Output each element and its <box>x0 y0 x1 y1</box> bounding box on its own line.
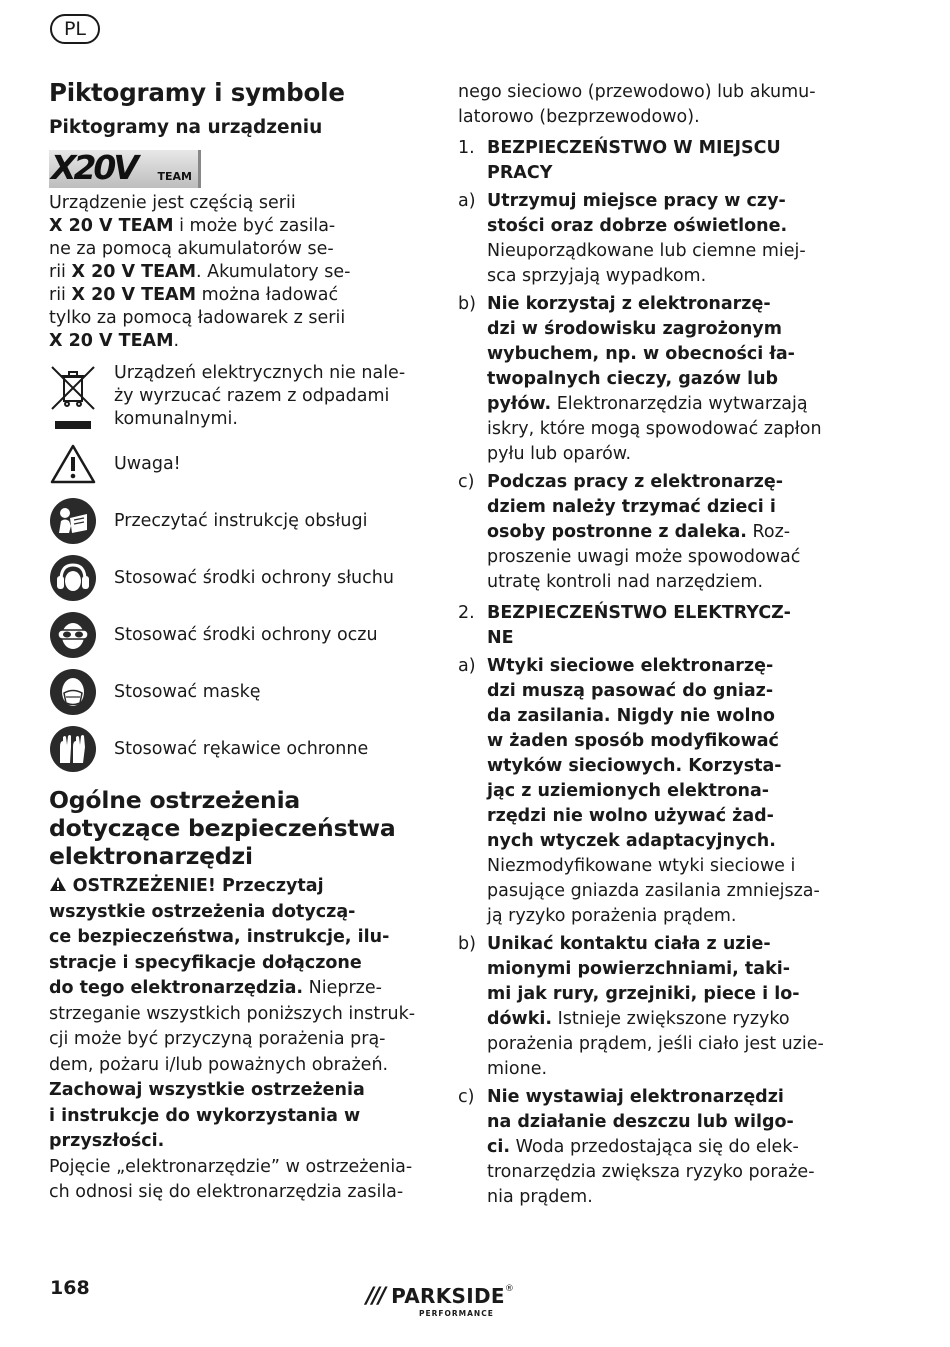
section-work-area-safety: 1. BEZPIECZEŃSTWO W MIEJSCU PRACY <box>458 138 781 183</box>
item-1a: a) Utrzymuj miejsce pracy w czy- stości oraz dobrze oświetlone. Nieuporządkowane lub ciemne miej- sca sprzyjają wypadkom. <box>458 191 806 286</box>
general-warnings-heading: Ogólne ostrzeżenia dotyczące bezpieczeństwa elektronarzędzi <box>49 786 396 870</box>
left-column <box>49 78 419 1206</box>
item-1b: b) Nie korzystaj z elektronarzę- dzi w środowisku zagrożonym wybuchem, np. w obecności ła- twopalnych cieczy, gazów lub pyłów. Elektronarzędzia wytwarzają iskry, które mogą spowodować zapłon pyłu lub oparów. <box>458 294 822 464</box>
parkside-logo: /// PARKSIDE® PERFORMANCE <box>366 1284 514 1318</box>
general-warning-text: OSTRZEŻENIE! Przeczytaj wszystkie ostrzeżenia dotyczą- ce bezpieczeństwa, instrukcje, ilu- stracje i specyfikacje dołączone do tego elektronarzędzia. Nieprze- strzeganie wszystkich poniższych instruk- cji może być przyczyną porażenia prą- dem, pożaru i/lub poważnych obrażeń. Zachowaj wszystkie ostrzeżenia i instrukcje do wykorzystania w przyszłości. Pojęcie „elektronarzędzie” w ostrzeżenia- ch odnosi się do elektronarzędzia zasila- <box>49 876 416 1202</box>
warning-triangle-icon <box>49 443 97 485</box>
section-subtitle: Piktogramy na urządzeniu <box>49 117 323 138</box>
right-column <box>458 80 834 1210</box>
item-2c: c) Nie wystawiaj elektronarzędzi na działanie deszczu lub wilgo- ci. Woda przedostająca się do elek- tronarzędzia zwiększa ryzyko poraże- nia prądem. <box>458 1087 815 1207</box>
protective-gloves-icon <box>50 726 96 772</box>
item-2b: b) Unikać kontaktu ciała z uzie- mionymi powierzchniami, taki- mi jak rury, grzejniki, piece i lo- dówki. Istnieje zwiększone ryzyko porażenia prądem, jeśli ciało jest uzie- mione. <box>458 934 824 1079</box>
read-manual-icon <box>50 498 96 544</box>
series-intro: Urządzenie jest częścią serii X 20 V TEAM i może być zasila- ne za pomocą akumulatorów se- rii X 20 V TEAM. Akumulatory se- rii X 20 V TEAM można ładować tylko za pomocą ładowarek z serii X 20 V TEAM. <box>49 193 351 351</box>
crossed-bin-icon <box>49 365 97 431</box>
symbol-mask: Stosować maskę <box>49 669 419 715</box>
item-2a: a) Wtyki sieciowe elektronarzę- dzi muszą pasować do gniaz- da zasilania. Nigdy nie wolno w żaden sposób modyfikować wtyków sieciowych. Korzysta- jąc z uziemionych elektrona- rzędzi nie wolno używać żad- nych wtyczek adaptacyjnych. Niezmodyfikowane wtyki sieciowe i pasujące gniazda zasilania zmniejsza- ją ryzyko porażenia prądem. <box>458 656 820 926</box>
page-number: 168 <box>50 1277 90 1299</box>
symbol-read-manual: Przeczytać instrukcję obsługi <box>49 498 419 544</box>
symbol-weee: Urządzeń elektrycznych nie nale- ży wyrzucać razem z odpadami komunalnymi. <box>49 365 419 431</box>
eye-protection-icon <box>50 612 96 658</box>
warning-triangle-small-icon <box>49 876 67 892</box>
section-electrical-safety: 2. BEZPIECZEŃSTWO ELEKTRYCZ- NE <box>458 603 791 648</box>
section-title: Piktogramy i symbole <box>49 78 345 107</box>
language-badge: PL <box>50 14 100 44</box>
symbol-warning: Uwaga! <box>49 443 419 485</box>
symbol-eye-protection: Stosować środki ochrony oczu <box>49 612 419 658</box>
item-1c: c) Podczas pracy z elektronarzę- dziem należy trzymać dzieci i osoby postronne z daleka. Roz- proszenie uwagi może spowodować utratę kontroli nad narzędziem. <box>458 472 801 592</box>
symbol-gloves: Stosować rękawice ochronne <box>49 726 419 772</box>
continued-text: nego sieciowo (przewodowo) lub akumu- latorowo (bezprzewodowo). <box>458 82 816 127</box>
dust-mask-icon <box>50 669 96 715</box>
symbol-ear-protection: Stosować środki ochrony słuchu <box>49 555 419 601</box>
ear-protection-icon <box>50 555 96 601</box>
x20v-team-logo: X20V TEAM <box>49 150 201 188</box>
